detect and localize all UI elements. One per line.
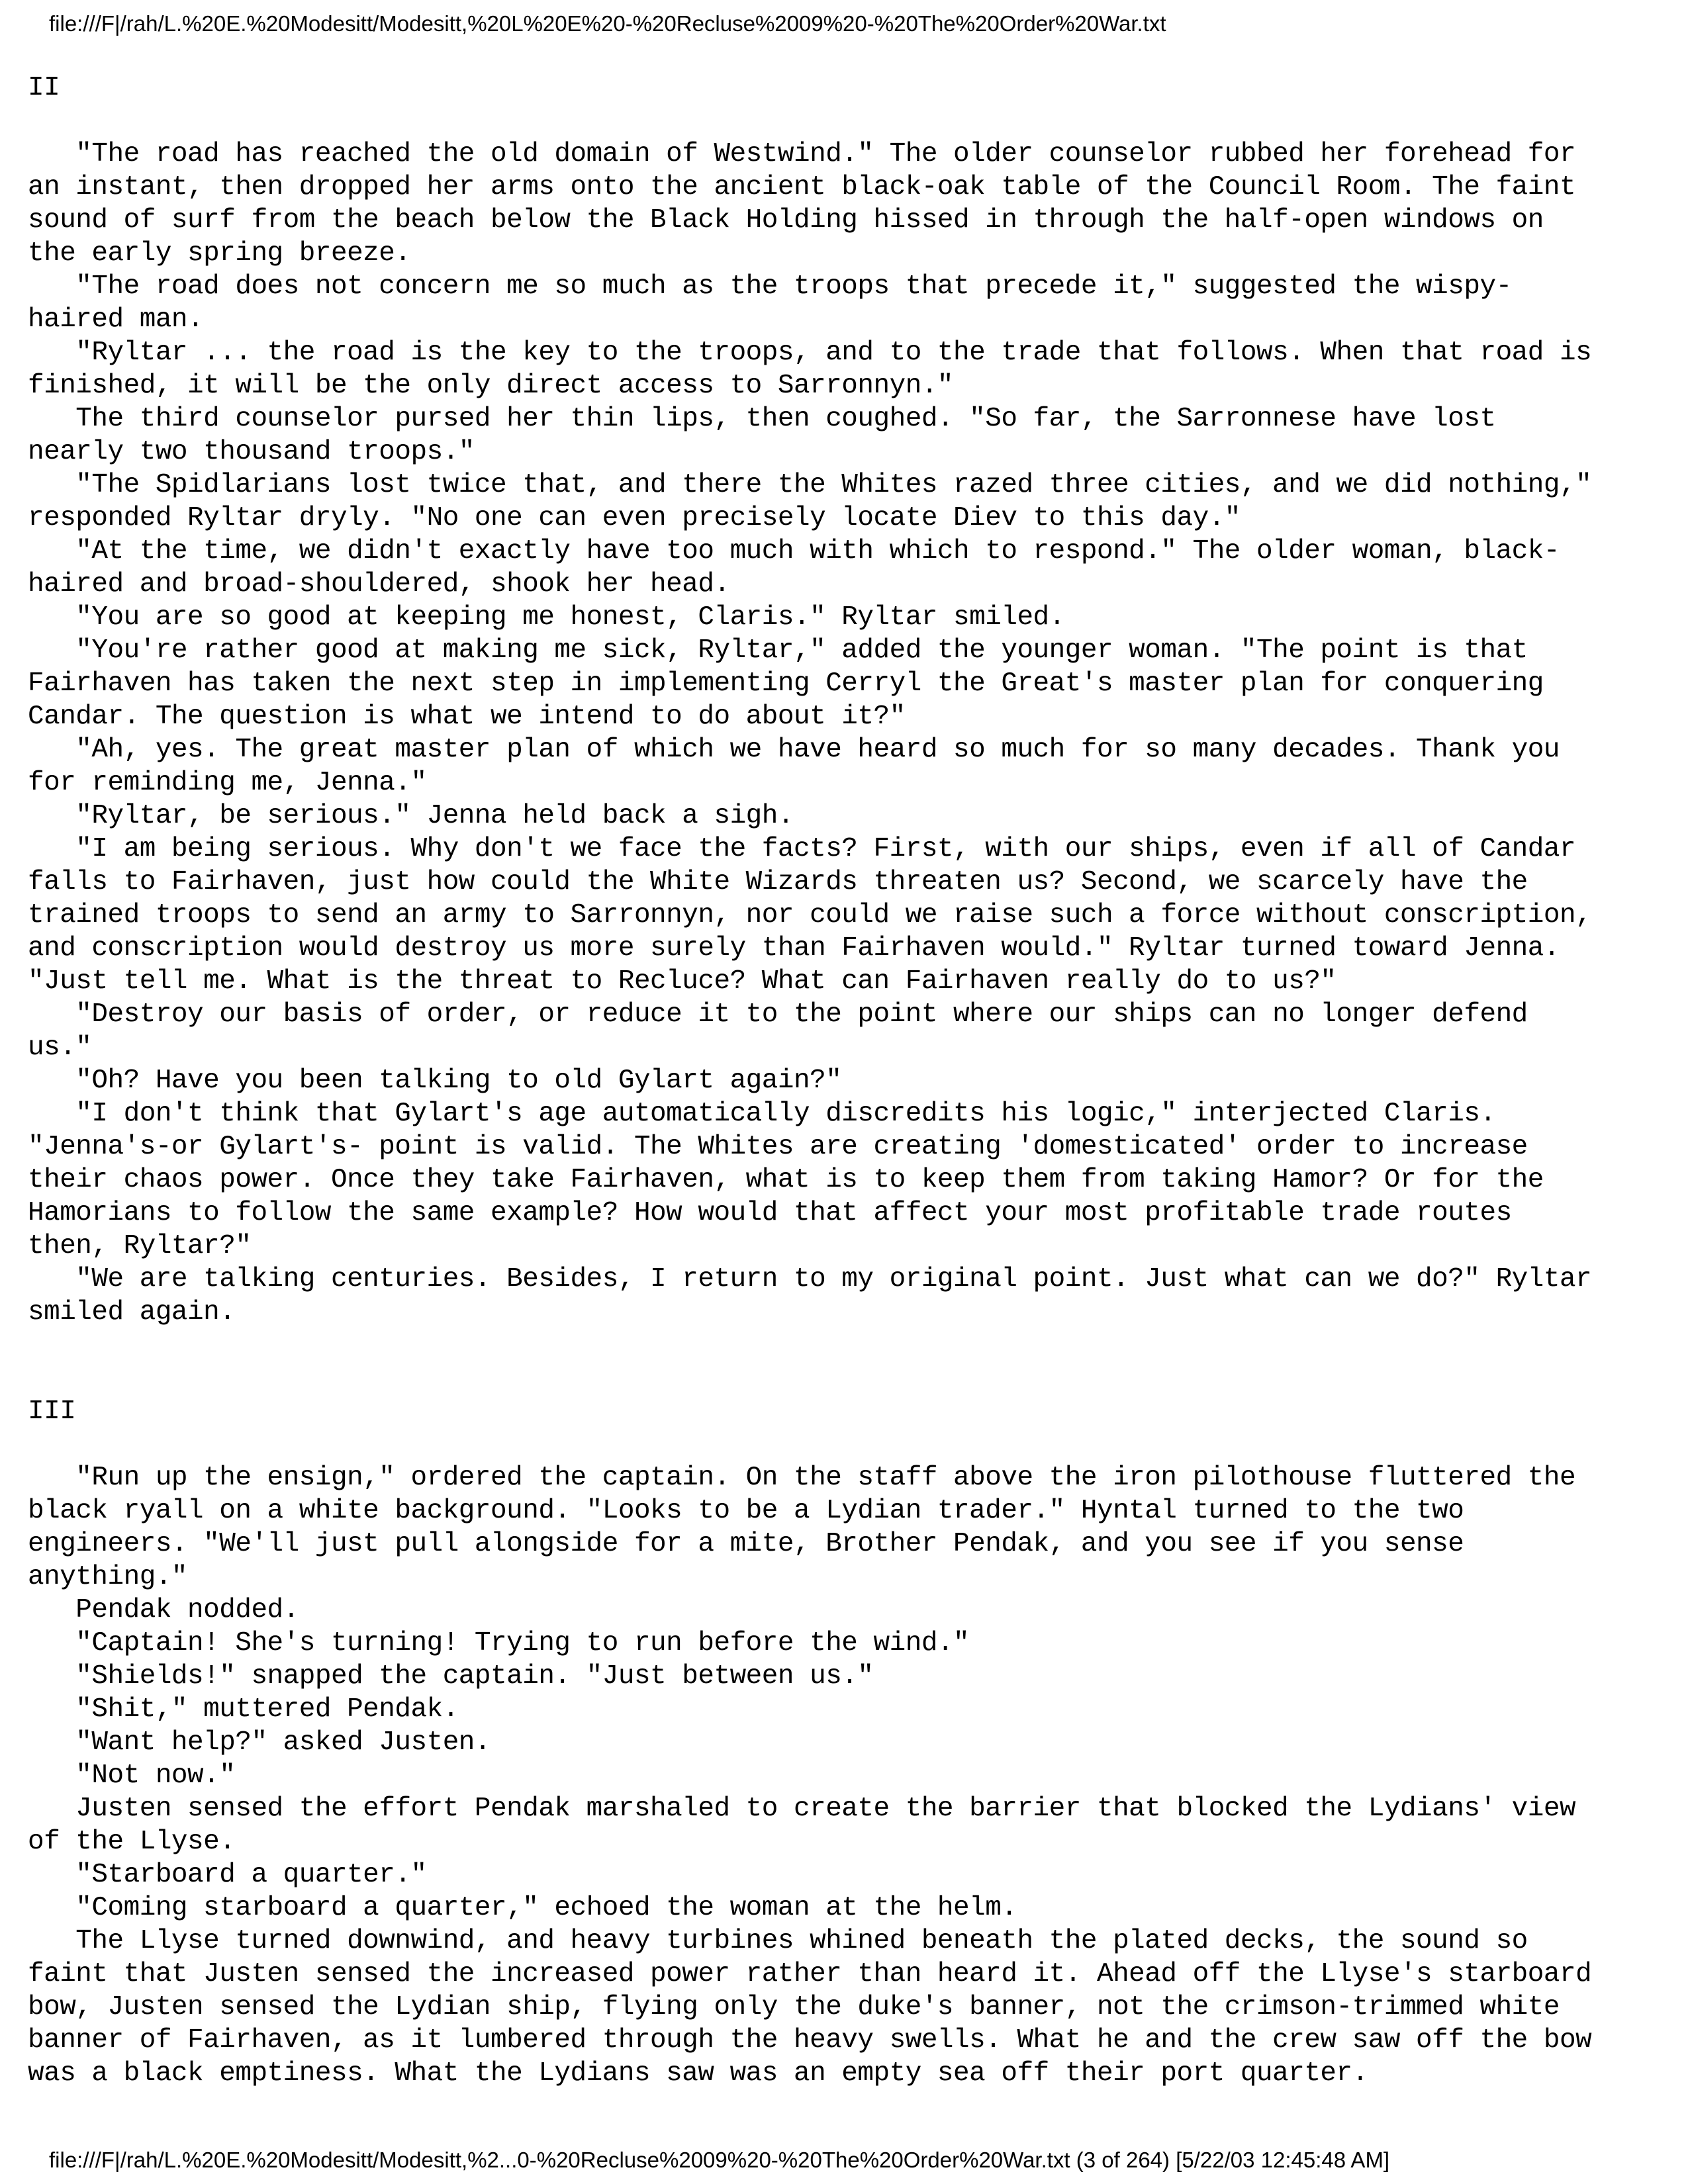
- text-line: Justen sensed the effort Pendak marshaled to create the barrier that blocked the Lydians' view: [28, 1794, 1576, 1824]
- text-line: "Run up the ensign," ordered the captain. On the staff above the iron pilothouse fluttered the: [28, 1463, 1576, 1493]
- text-line: black ryall on a white background. "Looks to be a Lydian trader." Hyntal turned to the two: [28, 1496, 1464, 1526]
- text-line: "Starboard a quarter.": [28, 1860, 427, 1890]
- text-line: responded Ryltar dryly. "No one can even precisely locate Diev to this day.": [28, 503, 1241, 533]
- text-line: Pendak nodded.: [28, 1595, 299, 1625]
- text-line: engineers. "We'll just pull alongside for a mite, Brother Pendak, and you see if you sense: [28, 1529, 1464, 1559]
- text-line: "You're rather good at making me sick, Ryltar," added the younger woman. "The point is that: [28, 635, 1528, 666]
- text-line: trained troops to send an army to Sarronnyn, nor could we raise such a force without conscription,: [28, 900, 1592, 931]
- text-line: an instant, then dropped her arms onto the ancient black-oak table of the Council Room. The faint: [28, 172, 1576, 203]
- text-line: for reminding me, Jenna.": [28, 768, 427, 798]
- text-line: falls to Fairhaven, just how could the White Wizards threaten us? Second, we scarcely have the: [28, 867, 1528, 897]
- text-line: smiled again.: [28, 1297, 236, 1328]
- text-line: "Destroy our basis of order, or reduce it to the point where our ships can no longer defend: [28, 999, 1528, 1030]
- text-line: "Shields!" snapped the captain. "Just between us.": [28, 1661, 874, 1692]
- text-line: haired man.: [28, 304, 204, 335]
- text-line: sound of surf from the beach below the Black Holding hissed in through the half-open windows on: [28, 205, 1544, 236]
- text-line: "The road has reached the old domain of Westwind." The older counselor rubbed her forehead for: [28, 139, 1576, 169]
- text-line: "I am being serious. Why don't we face the facts? First, with our ships, even if all of Candar: [28, 834, 1576, 864]
- text-line: III: [28, 1396, 76, 1427]
- text-line: of the Llyse.: [28, 1827, 236, 1857]
- text-line: "Captain! She's turning! Trying to run before the wind.": [28, 1628, 970, 1659]
- text-line: anything.": [28, 1562, 188, 1592]
- document-text: [28, 71, 1669, 2090]
- text-line: "I don't think that Gylart's age automatically discredits his logic," interjected Claris.: [28, 1099, 1496, 1129]
- text-line: The third counselor pursed her thin lips, then coughed. "So far, the Sarronnese have lost: [28, 404, 1496, 434]
- text-line: bow, Justen sensed the Lydian ship, flying only the duke's banner, not the crimson-trimmed white: [28, 1992, 1560, 2023]
- text-line: haired and broad-shouldered, shook her head.: [28, 569, 730, 600]
- text-line: their chaos power. Once they take Fairhaven, what is to keep them from taking Hamor? Or for the: [28, 1165, 1544, 1195]
- text-line: "Just tell me. What is the threat to Recluce? What can Fairhaven really do to us?": [28, 966, 1336, 997]
- text-line: [28, 1362, 1669, 1395]
- page-footer-url: file:///F|/rah/L.%20E.%20Modesitt/Modesitt,%2...0-%20Recluse%2009%20-%20The%20Order%20War.txt (3 of 264) [5/22/03 12:45:48 AM]: [49, 2148, 1390, 2172]
- text-line: "We are talking centuries. Besides, I return to my original point. Just what can we do?" Ryltar: [28, 1264, 1592, 1295]
- text-line: The Llyse turned downwind, and heavy turbines whined beneath the plated decks, the sound so: [28, 1926, 1528, 1956]
- text-line: [28, 1329, 1669, 1362]
- text-line: banner of Fairhaven, as it lumbered through the heavy swells. What he and the crew saw off the bow: [28, 2025, 1592, 2056]
- text-line: [28, 105, 1669, 138]
- text-line: "You are so good at keeping me honest, Claris." Ryltar smiled.: [28, 602, 1065, 633]
- text-line: and conscription would destroy us more surely than Fairhaven would." Ryltar turned toward Jenna.: [28, 933, 1560, 964]
- text-line: was a black emptiness. What the Lydians saw was an empty sea off their port quarter.: [28, 2058, 1368, 2089]
- text-line: "Ah, yes. The great master plan of which we have heard so much for so many decades. Thank you: [28, 735, 1560, 765]
- text-line: [28, 1428, 1669, 1461]
- text-line: finished, it will be the only direct access to Sarronnyn.": [28, 371, 954, 401]
- page-header-url: file:///F|/rah/L.%20E.%20Modesitt/Modesitt,%20L%20E%20-%20Recluse%2009%20-%20The%20Order%20War.txt: [49, 11, 1166, 36]
- text-line: faint that Justen sensed the increased power rather than heard it. Ahead off the Llyse's starboard: [28, 1959, 1592, 1989]
- text-line: nearly two thousand troops.": [28, 437, 475, 467]
- text-line: us.": [28, 1032, 92, 1063]
- text-line: "The road does not concern me so much as the troops that precede it," suggested the wispy-: [28, 271, 1512, 302]
- text-line: "Ryltar, be serious." Jenna held back a sigh.: [28, 801, 794, 831]
- text-line: "Oh? Have you been talking to old Gylart again?": [28, 1066, 842, 1096]
- text-line: "The Spidlarians lost twice that, and there the Whites razed three cities, and we did nothing,": [28, 470, 1592, 500]
- text-line: "Not now.": [28, 1760, 236, 1791]
- text-line: "Shit," muttered Pendak.: [28, 1694, 459, 1725]
- text-line: Candar. The question is what we intend to do about it?": [28, 702, 906, 732]
- text-line: "Ryltar ... the road is the key to the troops, and to the trade that follows. When that road is: [28, 338, 1592, 368]
- text-line: the early spring breeze.: [28, 238, 411, 269]
- text-line: "At the time, we didn't exactly have too much with which to respond." The older woman, black-: [28, 536, 1560, 567]
- text-line: II: [28, 73, 60, 103]
- text-line: Fairhaven has taken the next step in implementing Cerryl the Great's master plan for conquering: [28, 668, 1544, 699]
- text-line: "Want help?" asked Justen.: [28, 1727, 491, 1758]
- text-line: "Jenna's-or Gylart's- point is valid. The Whites are creating 'domesticated' order to increase: [28, 1132, 1528, 1162]
- text-line: "Coming starboard a quarter," echoed the woman at the helm.: [28, 1893, 1017, 1923]
- text-line: Hamorians to follow the same example? How would that affect your most profitable trade routes: [28, 1198, 1512, 1228]
- text-line: then, Ryltar?": [28, 1231, 252, 1261]
